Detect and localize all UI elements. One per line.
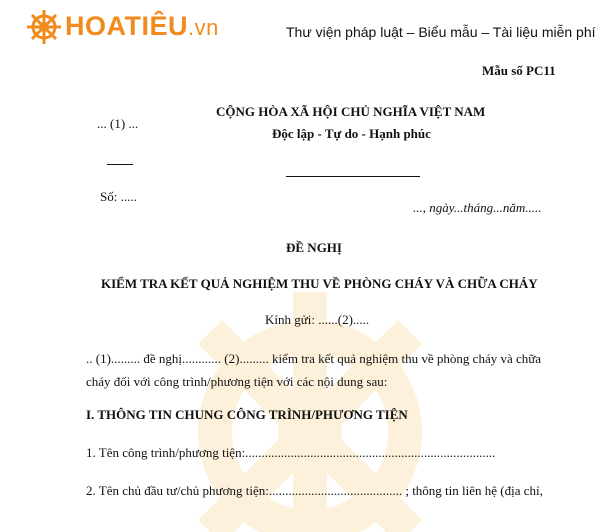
intro-line-1: .. (1)......... đề nghị............ (2)......... kiểm tra kết quả nghiệm thu về phòng cháy và chữa <box>86 351 542 366</box>
field-investor-name: 2. Tên chủ đầu tư/chủ phương tiện:......................................... ; thông tin liên hệ (địa chỉ, <box>86 483 543 498</box>
logo-text: HOATIÊU.vn <box>65 11 219 41</box>
ship-wheel-icon <box>26 9 62 45</box>
field-project-name: 1. Tên công trình/phương tiện:............................................................................. <box>86 445 496 460</box>
site-tagline: Thư viện pháp luật – Biểu mẫu – Tài liệu miễn phí <box>286 24 596 40</box>
hoatieu-logo[interactable] <box>26 10 219 44</box>
nation-motto: Độc lập - Tự do - Hạnh phúc <box>272 126 431 141</box>
doc-subtitle: KIỂM TRA KẾT QUẢ NGHIỆM THU VỀ PHÒNG CHÁY VÀ CHỮA CHÁY <box>101 276 538 291</box>
date-line: ..., ngày...tháng...năm..... <box>413 200 542 215</box>
org-name: ... (1) ... <box>97 116 139 131</box>
intro-line-2: cháy đối với công trình/phương tiện với các nội dung sau: <box>86 374 388 389</box>
nation-title: CỘNG HÒA XÃ HỘI CHỦ NGHĨA VIỆT NAM <box>216 104 486 119</box>
form-number: Mẫu số PC11 <box>482 63 556 78</box>
doc-number: Số: ..... <box>100 189 137 204</box>
org-underline <box>107 164 133 165</box>
motto-underline <box>286 176 420 177</box>
recipient-line: Kính gửi: ......(2)..... <box>265 312 370 327</box>
section-1-heading: I. THÔNG TIN CHUNG CÔNG TRÌNH/PHƯƠNG TIỆN <box>86 407 408 422</box>
doc-title: ĐỀ NGHỊ <box>286 240 342 255</box>
